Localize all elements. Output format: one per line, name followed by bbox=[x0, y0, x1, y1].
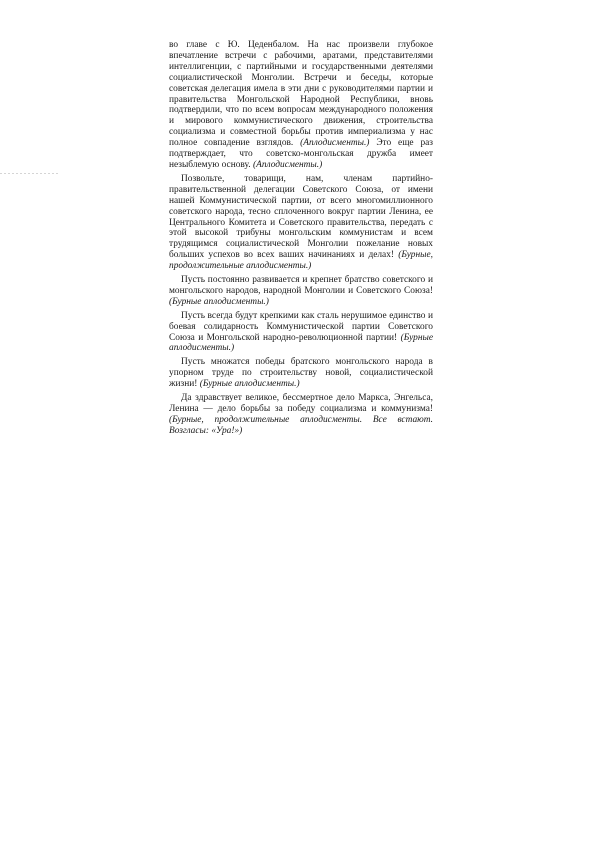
paragraph-1-reaction-2: (Аплодисменты.) bbox=[252, 159, 323, 170]
paragraph-6-text: Да здравствует великое, бессмертное дело Маркса, Энгельса, Ленина — дело борьбы за победу социализма и коммунизма! bbox=[169, 393, 433, 414]
paragraph-5-reaction: (Бурные аплодисменты.) bbox=[199, 379, 300, 390]
paragraph-3-text: Пусть постоянно развивается и крепнет братство советского и монгольского народов, народной Монголии и Советского Союза! bbox=[169, 275, 433, 296]
paragraph-3 bbox=[169, 275, 433, 308]
paragraph-2-text: Позвольте, товарищи, нам, членам партийно-правительственной делегации Советского Союза, от имени нашей Коммунистической партии, от всего многомиллионного советского народа, тесно сплоченного вокруг партии Ленина, ее Центрального Комитета и Советского правительства, передать с этой высокой трибуны монгольским коммунистам и всем трудящимся социалистической Монголии пожелание новых больших успехов во всех ваших начинаниях и делах! bbox=[169, 173, 433, 261]
paragraph-4 bbox=[169, 311, 433, 355]
paragraph-4-reaction: (Бурные аплодисменты.) bbox=[169, 332, 434, 354]
paragraph-3-reaction: (Бурные аплодисменты.) bbox=[169, 296, 269, 307]
scan-artifact-line bbox=[0, 173, 60, 174]
paragraph-6-reaction: (Бурные, продолжительные аплодисменты. Все встают. Возгласы: «Ура!») bbox=[169, 414, 433, 436]
paragraph-6 bbox=[169, 393, 433, 437]
paragraph-2-reaction: (Бурные, продолжительные аплодисменты.) bbox=[169, 250, 433, 272]
paragraph-4-text: Пусть всегда будут крепкими как сталь нерушимое единство и боевая солидарность Коммунистической партии Советского Союза и Монгольской народно-революционной партии! bbox=[169, 310, 433, 343]
paragraph-5-text: Пусть множатся победы братского монгольского народа в упорном труде по строительству новой, социалистической жизни! bbox=[169, 357, 433, 390]
paragraph-1-text-2: Это еще раз подтверждает, что советско-монгольская дружба имеет незыблемую основу. bbox=[169, 138, 433, 170]
document-body bbox=[169, 40, 433, 440]
paragraph-1 bbox=[169, 40, 433, 171]
paragraph-1-reaction-1: (Аплодисменты.) bbox=[300, 138, 370, 149]
paragraph-5 bbox=[169, 357, 433, 390]
paragraph-1-text: во главе с Ю. Цеденбалом. На нас произвели глубокое впечатление встречи с рабочими, аратами, представителями интеллигенции, с партийными и государственными деятелями социалистической Монголии. Встречи и беседы, которые советская делегация имела в эти дни с руководителями партии и правительства Монгольской Народной Республики, вновь подтвердили, что по всем вопросам международного положения и мирового коммунистического движения, строительства социализма и совместной борьбы против империализма у нас полное совпадение взглядов. bbox=[169, 40, 433, 149]
paragraph-2 bbox=[169, 174, 433, 272]
